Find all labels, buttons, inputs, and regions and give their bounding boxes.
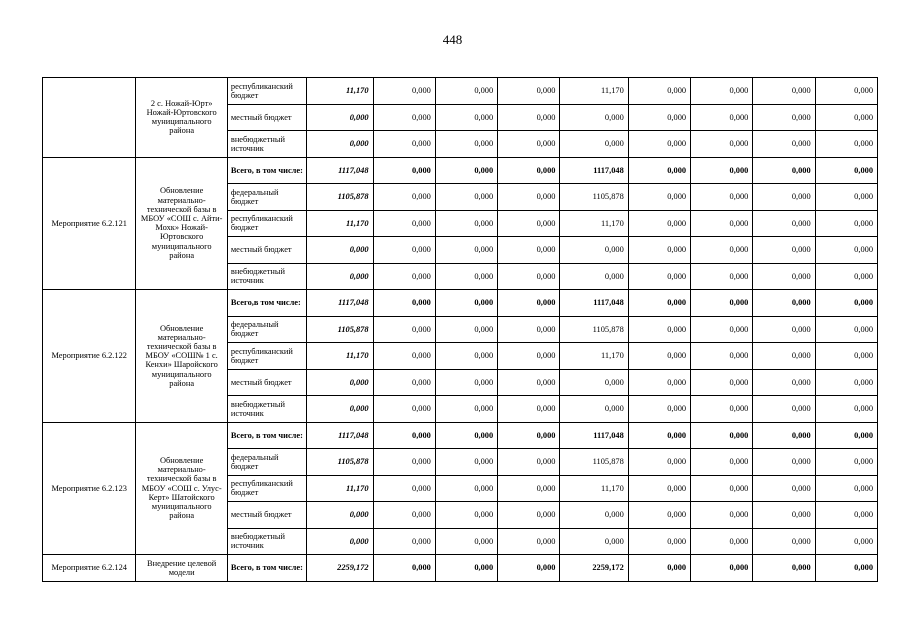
value-cell: 0,000 — [753, 290, 815, 317]
value-cell: 0,000 — [753, 555, 815, 582]
funding-source-cell: местный бюджет — [227, 237, 306, 264]
value-cell: 0,000 — [628, 422, 690, 449]
value-cell: 0,000 — [691, 343, 753, 370]
value-cell: 0,000 — [373, 316, 435, 343]
value-cell: 0,000 — [498, 396, 560, 423]
value-cell: 0,000 — [435, 210, 497, 237]
value-cell: 0,000 — [498, 237, 560, 264]
event-cell: Мероприятие 6.2.122 — [43, 290, 136, 423]
value-cell: 0,000 — [815, 369, 877, 396]
value-cell: 0,000 — [753, 475, 815, 502]
value-cell: 0,000 — [435, 78, 497, 105]
value-cell: 0,000 — [560, 502, 628, 529]
value-cell: 0,000 — [373, 104, 435, 131]
funding-source-cell: республиканский бюджет — [227, 475, 306, 502]
description-cell: 2 с. Ножай-Юрт» Ножай-Юртовского муниципального района — [136, 78, 227, 158]
value-cell: 0,000 — [498, 528, 560, 555]
value-cell: 0,000 — [628, 290, 690, 317]
value-cell: 0,000 — [628, 78, 690, 105]
value-cell: 0,000 — [691, 237, 753, 264]
value-cell: 0,000 — [435, 290, 497, 317]
value-cell: 0,000 — [691, 131, 753, 158]
funding-source-cell: федеральный бюджет — [227, 449, 306, 476]
value-cell: 0,000 — [691, 422, 753, 449]
value-cell: 0,000 — [560, 396, 628, 423]
value-cell: 0,000 — [691, 78, 753, 105]
total-value-cell: 0,000 — [307, 263, 373, 290]
value-cell: 0,000 — [815, 131, 877, 158]
value-cell: 0,000 — [815, 263, 877, 290]
funding-source-cell: республиканский бюджет — [227, 210, 306, 237]
value-cell: 0,000 — [373, 369, 435, 396]
value-cell: 0,000 — [628, 528, 690, 555]
value-cell: 0,000 — [498, 290, 560, 317]
value-cell: 0,000 — [435, 449, 497, 476]
value-cell: 0,000 — [628, 210, 690, 237]
value-cell: 0,000 — [628, 555, 690, 582]
funding-source-cell: Всего, в том числе: — [227, 157, 306, 184]
value-cell: 0,000 — [691, 396, 753, 423]
value-cell: 0,000 — [753, 184, 815, 211]
value-cell: 0,000 — [815, 316, 877, 343]
value-cell: 0,000 — [628, 316, 690, 343]
value-cell: 0,000 — [373, 184, 435, 211]
value-cell: 11,170 — [560, 78, 628, 105]
value-cell: 0,000 — [498, 422, 560, 449]
value-cell: 0,000 — [691, 528, 753, 555]
total-value-cell: 0,000 — [307, 396, 373, 423]
value-cell: 0,000 — [373, 396, 435, 423]
value-cell: 0,000 — [498, 104, 560, 131]
funding-source-cell: Всего, в том числе: — [227, 555, 306, 582]
value-cell: 0,000 — [373, 263, 435, 290]
total-value-cell: 1117,048 — [307, 157, 373, 184]
value-cell: 1105,878 — [560, 449, 628, 476]
value-cell: 0,000 — [753, 237, 815, 264]
value-cell: 0,000 — [691, 475, 753, 502]
value-cell: 0,000 — [498, 210, 560, 237]
value-cell: 11,170 — [560, 475, 628, 502]
value-cell: 11,170 — [560, 210, 628, 237]
value-cell: 0,000 — [628, 369, 690, 396]
funding-source-cell: республиканский бюджет — [227, 343, 306, 370]
value-cell: 0,000 — [435, 502, 497, 529]
funding-source-cell: федеральный бюджет — [227, 184, 306, 211]
value-cell: 0,000 — [435, 104, 497, 131]
value-cell: 0,000 — [753, 422, 815, 449]
value-cell: 0,000 — [753, 210, 815, 237]
value-cell: 0,000 — [815, 104, 877, 131]
value-cell: 0,000 — [628, 131, 690, 158]
funding-source-cell: федеральный бюджет — [227, 316, 306, 343]
value-cell: 0,000 — [435, 528, 497, 555]
value-cell: 0,000 — [560, 528, 628, 555]
value-cell: 0,000 — [815, 528, 877, 555]
value-cell: 0,000 — [498, 369, 560, 396]
value-cell: 0,000 — [753, 316, 815, 343]
funding-source-cell: внебюджетный источник — [227, 528, 306, 555]
value-cell: 0,000 — [435, 131, 497, 158]
total-value-cell: 0,000 — [307, 131, 373, 158]
value-cell: 0,000 — [498, 449, 560, 476]
event-cell — [43, 78, 136, 158]
funding-source-cell: Всего, в том числе: — [227, 422, 306, 449]
value-cell: 0,000 — [498, 131, 560, 158]
value-cell: 0,000 — [435, 475, 497, 502]
table-row — [43, 78, 878, 105]
funding-source-cell: местный бюджет — [227, 502, 306, 529]
value-cell: 0,000 — [815, 78, 877, 105]
value-cell: 1117,048 — [560, 422, 628, 449]
funding-source-cell: республиканский бюджет — [227, 78, 306, 105]
value-cell: 0,000 — [373, 343, 435, 370]
value-cell: 0,000 — [753, 528, 815, 555]
description-cell: Обновление материально-технической базы в МБОУ «СОШ с. Айти-Мохк» Ножай-Юртовского муниципального района — [136, 157, 227, 290]
value-cell: 0,000 — [691, 555, 753, 582]
total-value-cell: 0,000 — [307, 528, 373, 555]
value-cell: 0,000 — [628, 104, 690, 131]
value-cell: 0,000 — [815, 502, 877, 529]
value-cell: 0,000 — [628, 184, 690, 211]
value-cell: 0,000 — [691, 502, 753, 529]
value-cell: 0,000 — [435, 396, 497, 423]
value-cell: 2259,172 — [560, 555, 628, 582]
value-cell: 0,000 — [815, 237, 877, 264]
total-value-cell: 11,170 — [307, 343, 373, 370]
value-cell: 0,000 — [435, 263, 497, 290]
value-cell: 0,000 — [373, 78, 435, 105]
value-cell: 0,000 — [628, 396, 690, 423]
value-cell: 0,000 — [628, 157, 690, 184]
value-cell: 0,000 — [628, 449, 690, 476]
value-cell: 0,000 — [815, 475, 877, 502]
value-cell: 0,000 — [560, 237, 628, 264]
value-cell: 0,000 — [435, 157, 497, 184]
value-cell: 0,000 — [691, 184, 753, 211]
value-cell: 0,000 — [815, 290, 877, 317]
total-value-cell: 1117,048 — [307, 422, 373, 449]
value-cell: 0,000 — [815, 555, 877, 582]
value-cell: 1105,878 — [560, 184, 628, 211]
total-value-cell: 0,000 — [307, 237, 373, 264]
event-cell: Мероприятие 6.2.124 — [43, 555, 136, 582]
value-cell: 11,170 — [560, 343, 628, 370]
value-cell: 0,000 — [691, 104, 753, 131]
value-cell: 0,000 — [628, 502, 690, 529]
description-cell: Обновление материально-технической базы в МБОУ «СОШ с. Улус-Керт» Шатойского муниципального района — [136, 422, 227, 555]
value-cell: 0,000 — [560, 263, 628, 290]
total-value-cell: 0,000 — [307, 104, 373, 131]
value-cell: 0,000 — [753, 502, 815, 529]
page-number: 448 — [442, 32, 463, 47]
event-cell: Мероприятие 6.2.123 — [43, 422, 136, 555]
funding-source-cell: местный бюджет — [227, 104, 306, 131]
value-cell: 0,000 — [498, 316, 560, 343]
total-value-cell: 1117,048 — [307, 290, 373, 317]
value-cell: 0,000 — [373, 555, 435, 582]
funding-source-cell: Всего,в том числе: — [227, 290, 306, 317]
value-cell: 0,000 — [691, 290, 753, 317]
value-cell: 1117,048 — [560, 157, 628, 184]
value-cell: 0,000 — [373, 157, 435, 184]
value-cell: 1117,048 — [560, 290, 628, 317]
total-value-cell: 1105,878 — [307, 316, 373, 343]
total-value-cell: 1105,878 — [307, 449, 373, 476]
value-cell: 0,000 — [815, 449, 877, 476]
value-cell: 0,000 — [373, 131, 435, 158]
funding-source-cell: местный бюджет — [227, 369, 306, 396]
value-cell: 0,000 — [628, 263, 690, 290]
table-row — [43, 422, 878, 449]
value-cell: 0,000 — [498, 78, 560, 105]
value-cell: 0,000 — [815, 184, 877, 211]
value-cell: 0,000 — [373, 237, 435, 264]
value-cell: 0,000 — [498, 157, 560, 184]
value-cell: 0,000 — [560, 104, 628, 131]
value-cell: 0,000 — [373, 422, 435, 449]
value-cell: 0,000 — [753, 157, 815, 184]
value-cell: 0,000 — [691, 157, 753, 184]
value-cell: 0,000 — [628, 475, 690, 502]
value-cell: 0,000 — [435, 555, 497, 582]
value-cell: 0,000 — [691, 449, 753, 476]
value-cell: 0,000 — [815, 343, 877, 370]
value-cell: 0,000 — [498, 184, 560, 211]
value-cell: 0,000 — [815, 396, 877, 423]
value-cell: 0,000 — [373, 210, 435, 237]
event-cell: Мероприятие 6.2.121 — [43, 157, 136, 290]
value-cell: 0,000 — [373, 449, 435, 476]
total-value-cell: 11,170 — [307, 78, 373, 105]
value-cell: 0,000 — [498, 555, 560, 582]
description-cell: Внедрение целевой модели — [136, 555, 227, 582]
value-cell: 0,000 — [373, 475, 435, 502]
value-cell: 0,000 — [691, 263, 753, 290]
value-cell: 0,000 — [753, 396, 815, 423]
value-cell: 0,000 — [753, 263, 815, 290]
value-cell: 0,000 — [815, 157, 877, 184]
value-cell: 0,000 — [560, 131, 628, 158]
value-cell: 0,000 — [560, 369, 628, 396]
value-cell: 1105,878 — [560, 316, 628, 343]
total-value-cell: 11,170 — [307, 475, 373, 502]
value-cell: 0,000 — [435, 343, 497, 370]
value-cell: 0,000 — [435, 369, 497, 396]
funding-source-cell: внебюджетный источник — [227, 131, 306, 158]
total-value-cell: 1105,878 — [307, 184, 373, 211]
total-value-cell: 0,000 — [307, 502, 373, 529]
funding-source-cell: внебюджетный источник — [227, 396, 306, 423]
table-row — [43, 555, 878, 582]
table-row — [43, 290, 878, 317]
value-cell: 0,000 — [373, 290, 435, 317]
budget-table — [42, 77, 878, 582]
value-cell: 0,000 — [753, 449, 815, 476]
value-cell: 0,000 — [435, 422, 497, 449]
funding-source-cell: внебюджетный источник — [227, 263, 306, 290]
value-cell: 0,000 — [628, 237, 690, 264]
value-cell: 0,000 — [815, 422, 877, 449]
value-cell: 0,000 — [628, 343, 690, 370]
value-cell: 0,000 — [498, 475, 560, 502]
value-cell: 0,000 — [753, 104, 815, 131]
value-cell: 0,000 — [691, 210, 753, 237]
total-value-cell: 11,170 — [307, 210, 373, 237]
value-cell: 0,000 — [435, 184, 497, 211]
value-cell: 0,000 — [435, 237, 497, 264]
value-cell: 0,000 — [753, 343, 815, 370]
value-cell: 0,000 — [373, 502, 435, 529]
value-cell: 0,000 — [753, 78, 815, 105]
table-row — [43, 157, 878, 184]
value-cell: 0,000 — [691, 316, 753, 343]
total-value-cell: 2259,172 — [307, 555, 373, 582]
value-cell: 0,000 — [498, 502, 560, 529]
value-cell: 0,000 — [691, 369, 753, 396]
value-cell: 0,000 — [753, 131, 815, 158]
value-cell: 0,000 — [815, 210, 877, 237]
value-cell: 0,000 — [373, 528, 435, 555]
value-cell: 0,000 — [498, 343, 560, 370]
description-cell: Обновление материально-технической базы в МБОУ «СОШ№ 1 с. Кенхи» Шаройского муниципального района — [136, 290, 227, 423]
value-cell: 0,000 — [435, 316, 497, 343]
total-value-cell: 0,000 — [307, 369, 373, 396]
value-cell: 0,000 — [753, 369, 815, 396]
value-cell: 0,000 — [498, 263, 560, 290]
